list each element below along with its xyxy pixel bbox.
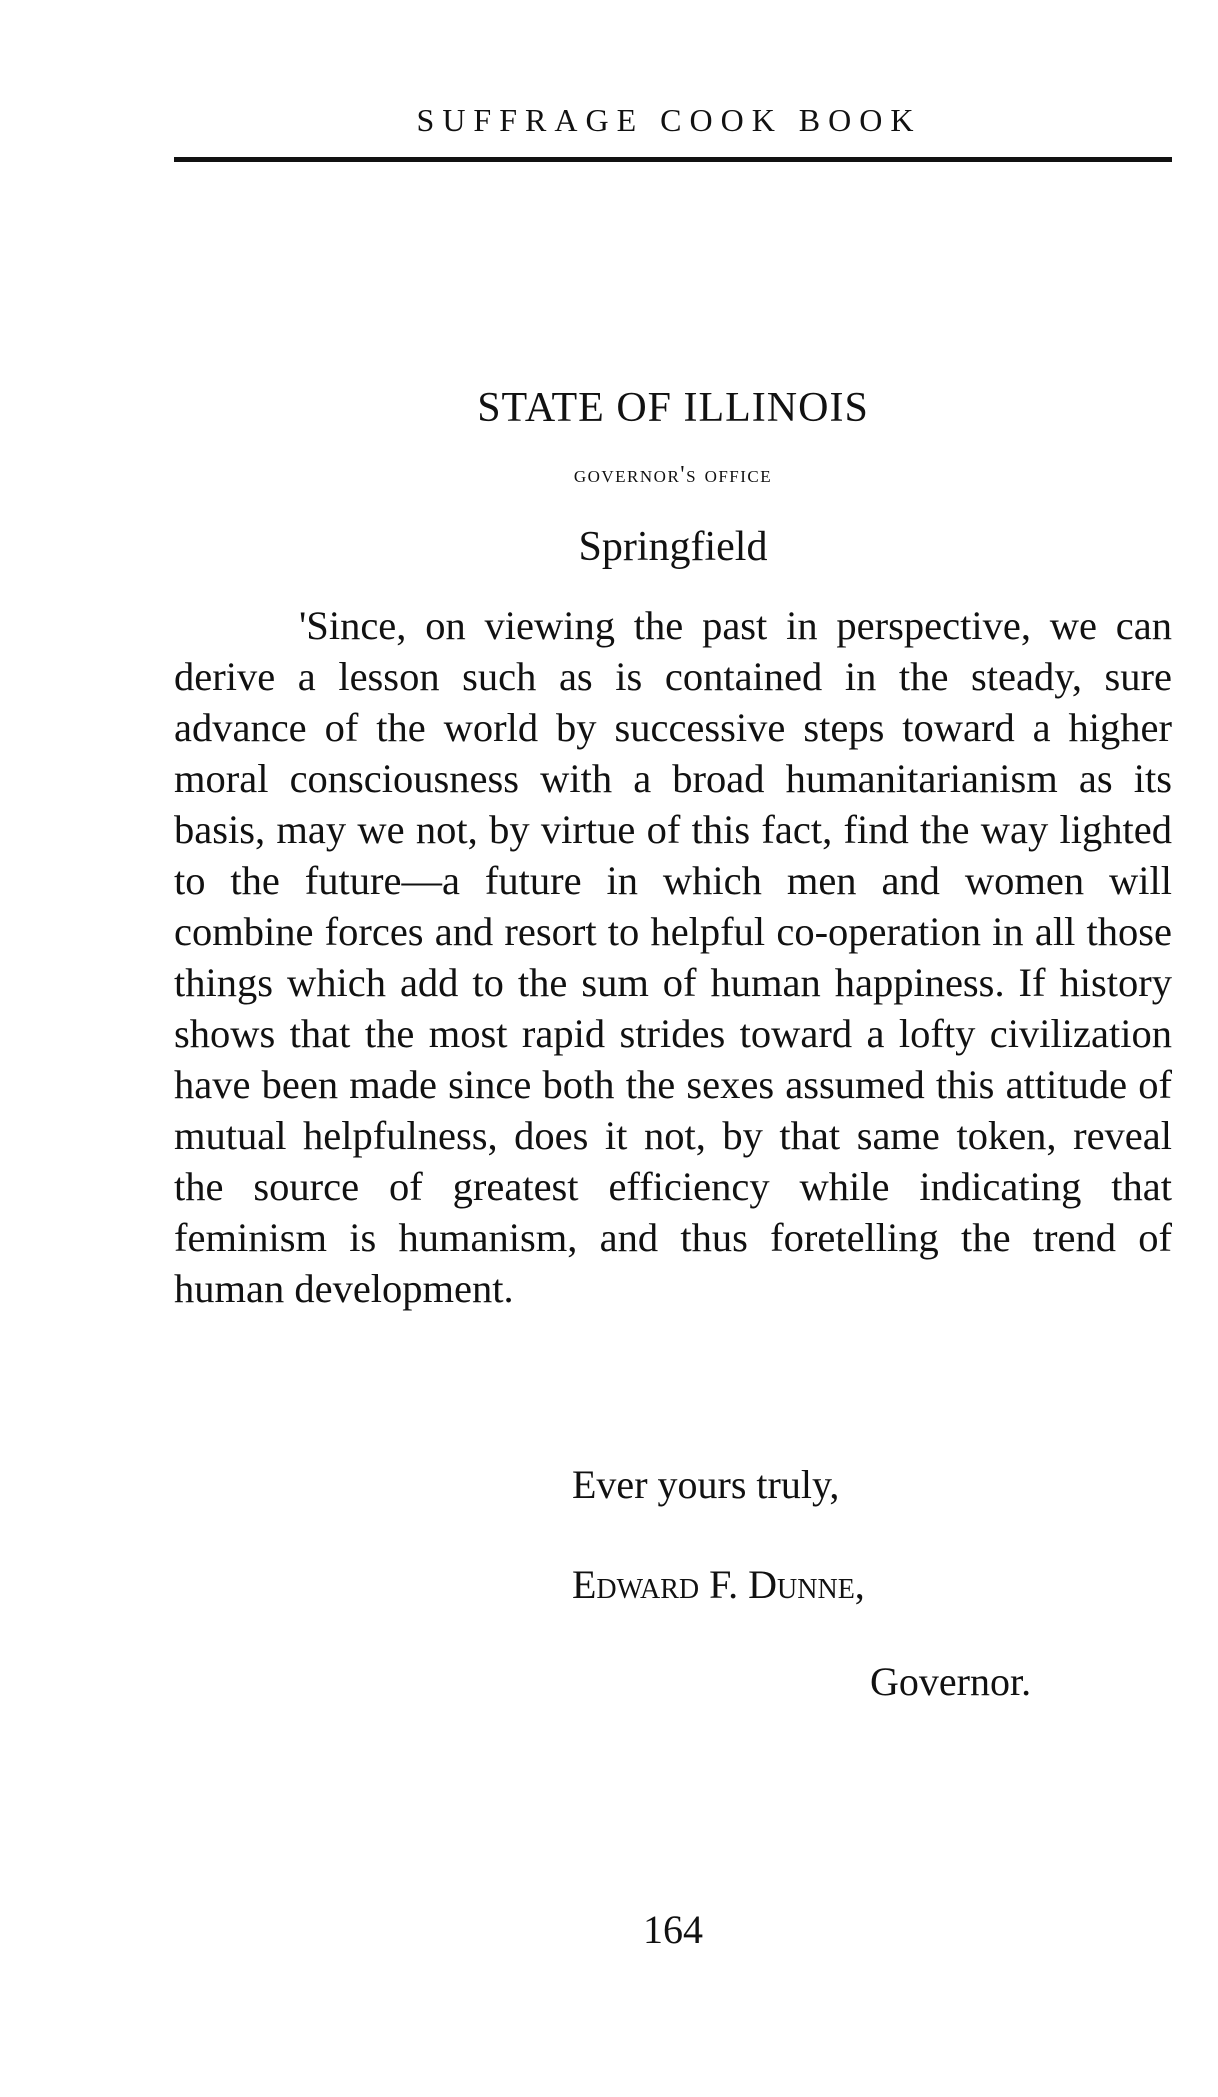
letterhead-state: STATE OF ILLINOIS [477,385,869,431]
page-number: 164 [643,1907,703,1952]
header-rule [174,157,1172,162]
signatory-title: Governor. [870,1659,1032,1704]
letter-body: 'Since, on viewing the past in perspective, we can derive a lesson such as is contained in the steady, sure advance of the world by successive steps toward a higher moral consciousness with a broad humanitarianism as its basis, may we not, by virtue of this fact, find the way lighted to the future—a future in which men and women will combine forces and resort to helpful co-operation in all those things which add to the sum of human happiness. If history shows that the most rapid strides toward a lofty civilization have been made since both the sexes assumed this attitude of mutual helpfulness, does it not, by that same token, reveal the source of greatest efficiency while indicating that feminism is humanism, and thus foretelling the trend of human development. [174,603,1172,1311]
running-head: SUFFRAGE COOK BOOK [416,102,922,138]
letter-closing: Ever yours truly, [572,1462,840,1507]
letter-signature: Edward F. Dunne, [572,1562,865,1607]
letterhead-office [174,460,1172,490]
letterhead-city: Springfield [578,524,768,570]
letterhead-office-text: governor's office [573,462,773,488]
